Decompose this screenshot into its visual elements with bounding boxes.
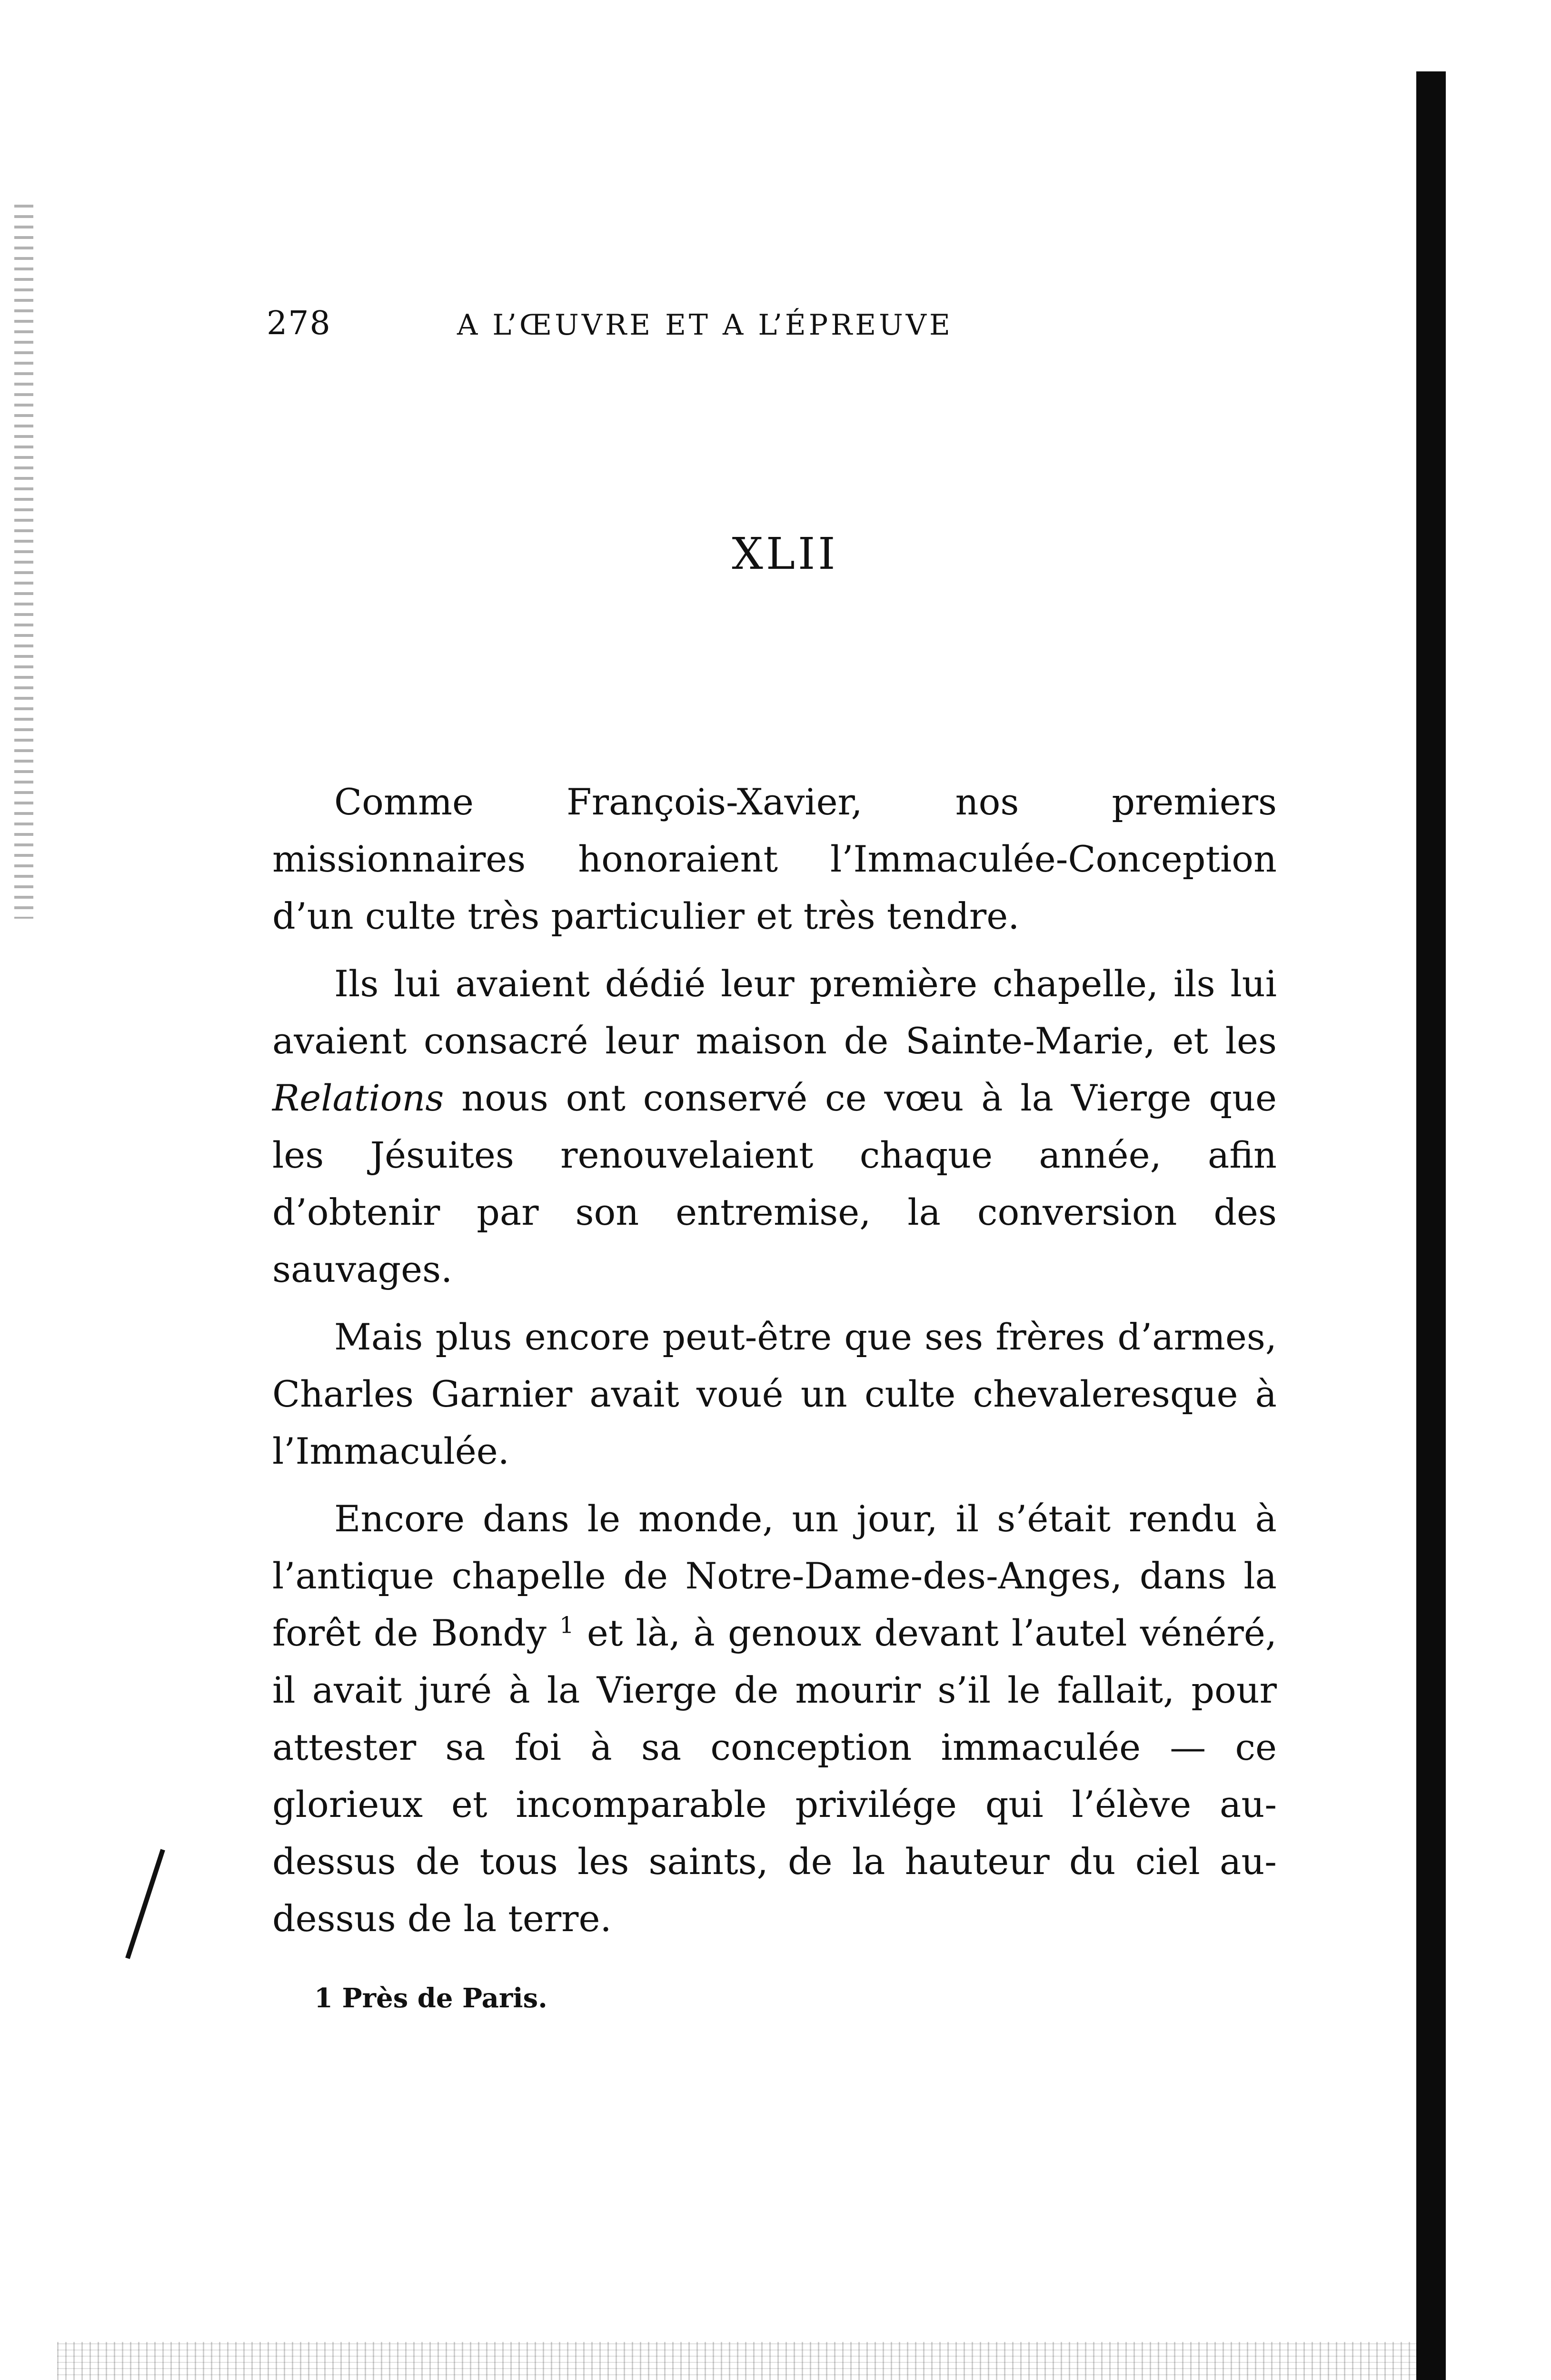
paragraph-4-after: et là, à genoux devant l’autel vénéré, il avait juré à la Vierge de mourir s’il le fallait, pour attester sa foi à sa conception immaculée — ce glorieux et incomparable privilége qui l’élève au-dessus de tous les saints, de la hauteur du ciel au-dessus de la terre. (272, 1612, 1277, 1940)
paragraph-4 (272, 1490, 1277, 1947)
chapter-heading: XLII (732, 528, 838, 579)
footnote-reference: 1 (559, 1612, 574, 1639)
paragraph-2-before: Ils lui avaient dédié leur première chapelle, ils lui avaient consacré leur maison de Sainte-Marie, et les (272, 962, 1277, 1062)
page-number: 278 (267, 305, 331, 342)
paragraph-3 (272, 1309, 1277, 1480)
paragraph-2 (272, 955, 1277, 1298)
scan-bottom-artifacts (57, 2342, 1419, 2380)
page-binding-edge (1416, 71, 1446, 2380)
footnote: 1 Près de Paris. (314, 1983, 547, 2014)
paragraph-3-text: Mais plus encore peut-être que ses frères d’armes, Charles Garnier avait voué un culte chevaleresque à l’Immaculée. (272, 1316, 1277, 1472)
running-title: A L’ŒUVRE ET A L’ÉPREUVE (457, 308, 953, 342)
body-text (272, 774, 1277, 1958)
paragraph-1 (272, 774, 1277, 945)
relations-title: Relations (272, 1077, 444, 1119)
paragraph-2-after: nous ont conservé ce vœu à la Vierge que les Jésuites renouvelaient chaque année, afin d’obtenir par son entremise, la conversion des sauvages. (272, 1077, 1277, 1290)
paragraph-4-before: Encore dans le monde, un jour, il s’était rendu à l’antique chapelle de Notre-Dame-des-Anges, dans la forêt de Bondy (272, 1497, 1277, 1654)
paragraph-1-text: Comme François-Xavier, nos premiers missionnaires honoraient l’Immaculée-Conception d’un culte très particulier et très tendre. (272, 781, 1277, 937)
margin-pencil-mark (125, 1849, 165, 1959)
